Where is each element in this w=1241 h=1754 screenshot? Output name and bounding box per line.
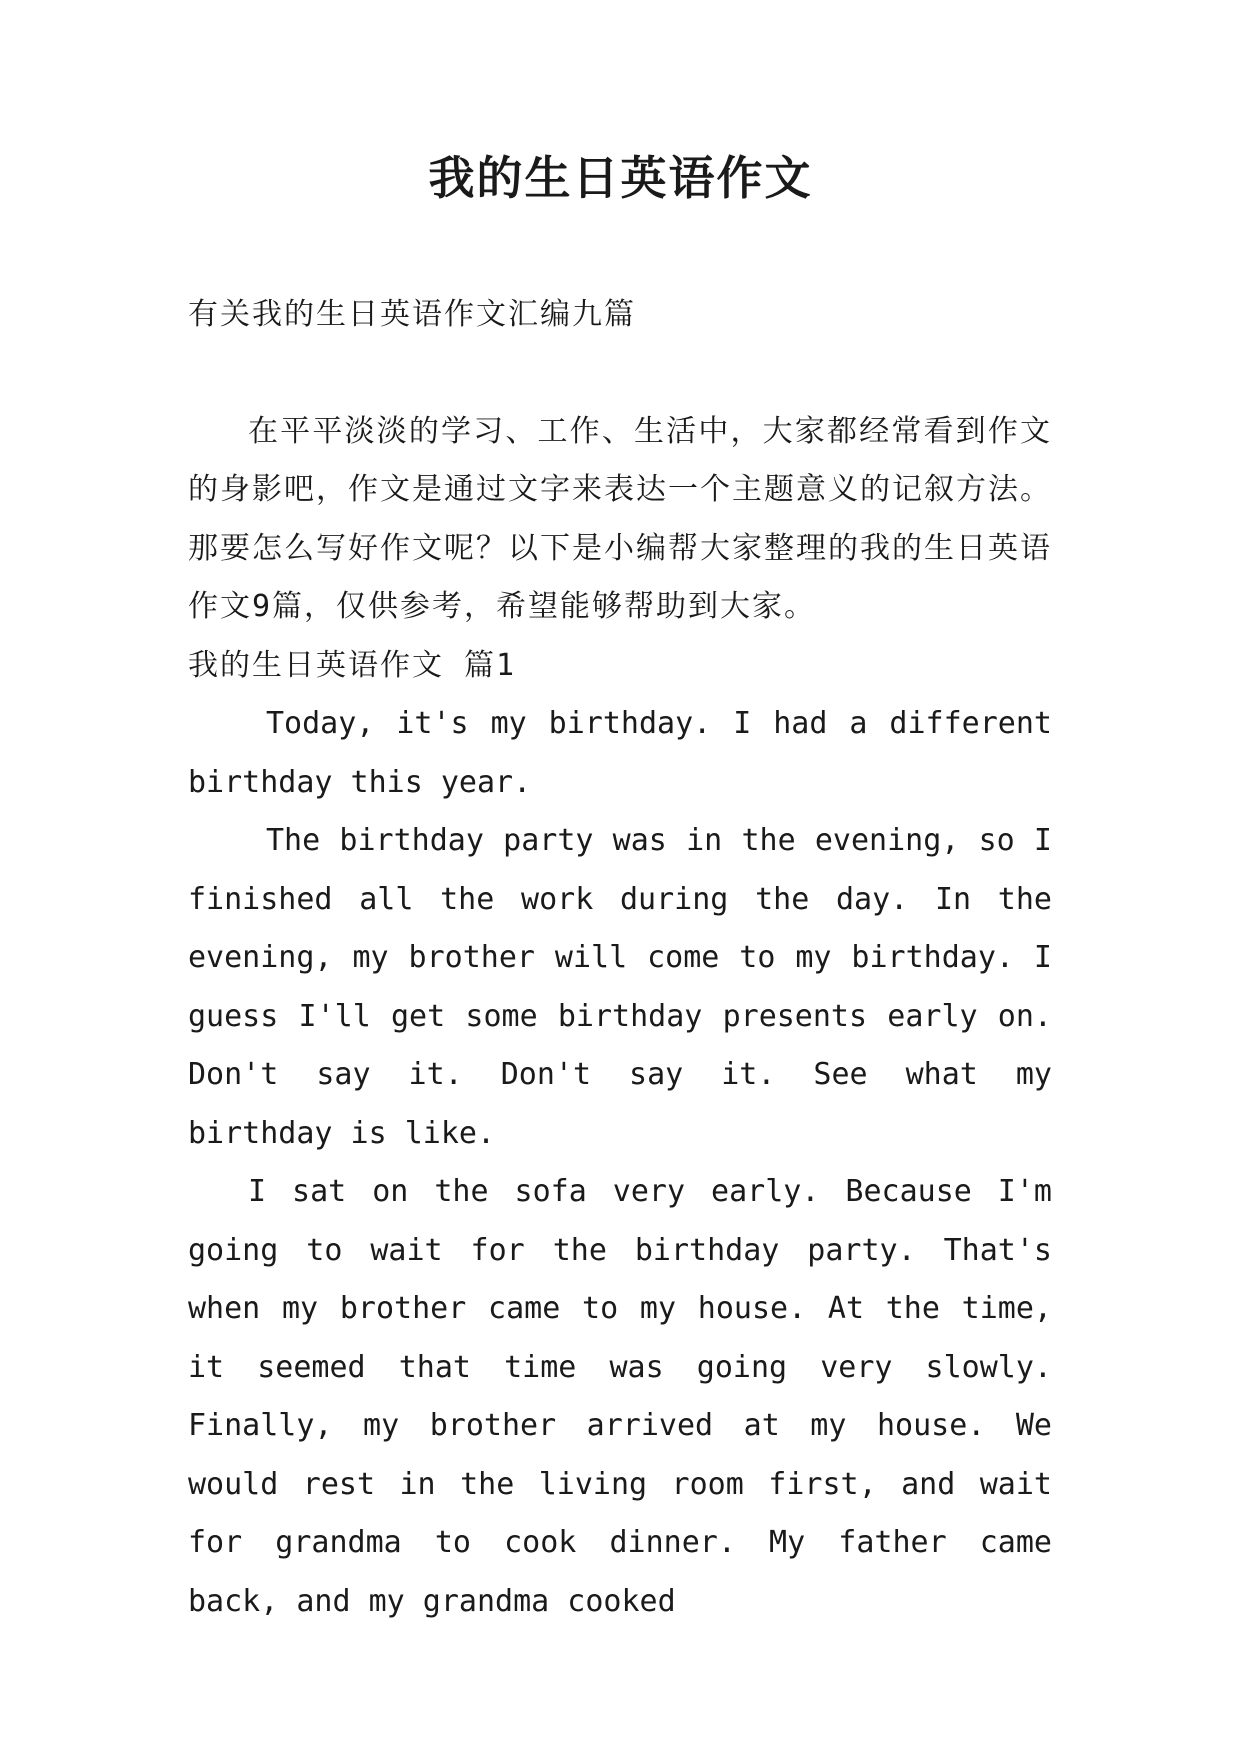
document-subtitle: 有关我的生日英语作文汇编九篇 [188, 297, 636, 332]
document-body [188, 286, 1052, 1631]
body-paragraph: Today, it's my birthday. I had a different birthday this year. [188, 706, 1052, 800]
intro-paragraph: 在平平淡淡的学习、工作、生活中，大家都经常看到作文的身影吧，作文是通过文字来表达一个主题意义的记叙方法。那要怎么写好作文呢？以下是小编帮大家整理的我的生日英语作文9篇，仅供参考，希望能够帮助到大家。 [188, 413, 1052, 624]
section-heading: 我的生日英语作文 篇1 [188, 647, 517, 683]
body-paragraph: I sat on the sofa very early. Because I'm going to wait for the birthday party. That's when my brother came to my house. At the time, it seemed that time was going very slowly. Finally, my brother arrived at my house. We would rest in the living room first, and wait for grandma to cook dinner. My father came back, and my grandma cooked [188, 1174, 1052, 1619]
page-title: 我的生日英语作文 [428, 151, 813, 205]
body-paragraph: The birthday party was in the evening, so I finished all the work during the day. In the evening, my brother will come to my birthday. I guess I'll get some birthday presents early on. Don't say it. Don't say it. See what my birthday is like. [188, 823, 1052, 1151]
